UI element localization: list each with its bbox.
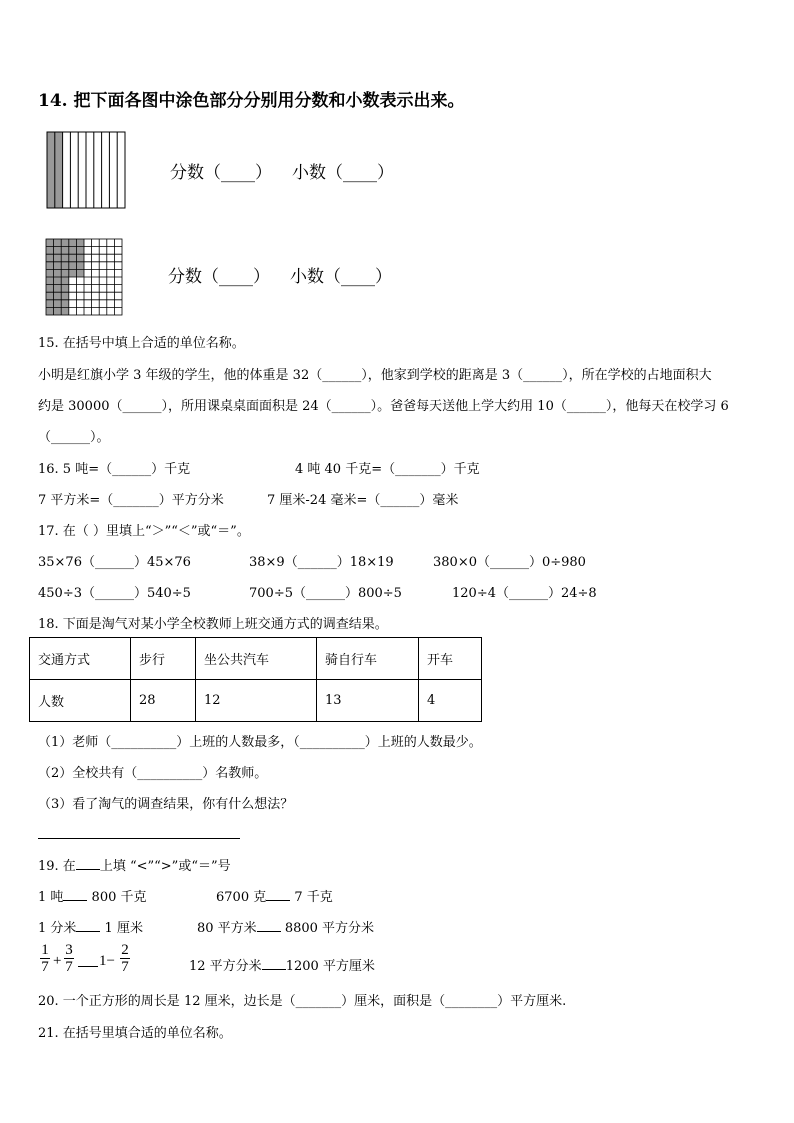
q18-sub-1: （1）老师（__________）上班的人数最多，（__________）上班的人数最少。: [38, 735, 482, 750]
numerator: 2: [121, 942, 129, 958]
blank-line[interactable]: [76, 919, 100, 932]
numerator: 3: [65, 942, 73, 958]
q17-r1-c: 380×0（______）0÷980: [433, 555, 586, 570]
blank-line[interactable]: [76, 857, 100, 870]
q19-r3-right: [189, 955, 375, 974]
denominator: 7: [41, 959, 49, 975]
denominator: 7: [121, 959, 129, 975]
q19-r1d: 7 千克: [294, 890, 333, 905]
value-cell: 28: [131, 680, 196, 722]
q19-r2a: 1 分米: [38, 921, 77, 936]
q17-r1-b: 38×9（______）18×19: [249, 555, 394, 570]
q20: 20. 一个正方形的周长是 12 厘米，边长是（_______）厘米，面积是（________）平方厘米.: [38, 994, 567, 1009]
fraction-3-7: [64, 942, 74, 975]
q19-r2c: 80 平方米: [197, 921, 257, 936]
q18-sub-3: （3）看了淘气的调查结果，你有什么想法？: [38, 797, 294, 812]
q15-line-1: 小明是红旗小学 3 年级的学生，他的体重是 32（______），他家到学校的距离是 3（______），所在学校的占地面积大: [38, 368, 712, 383]
blank-line[interactable]: [266, 888, 290, 901]
q19-r1-right: [216, 886, 333, 905]
survey-table: [29, 637, 482, 722]
q16-item-d: 7 厘米-24 毫米=（______）毫米: [267, 493, 459, 508]
q19-title: [38, 855, 231, 874]
fraction-1-7: [40, 942, 50, 975]
q19-r1c: 6700 克: [216, 890, 267, 905]
fig2-fraction-blank[interactable]: 分数（____）: [168, 267, 270, 287]
q19-r1b: 800 千克: [91, 890, 147, 905]
blank-line[interactable]: [78, 966, 98, 967]
q17-r1-a: 35×76（______）45×76: [38, 555, 191, 570]
q21: 21. 在括号里填合适的单位名称。: [38, 1026, 232, 1041]
shaded-strip: [47, 132, 55, 208]
fig1-fraction-blank[interactable]: 分数（____）: [170, 163, 272, 183]
header-cell: 骑自行车: [317, 638, 419, 680]
q18-title: 18. 下面是淘气对某小学全校教师上班交通方式的调查结果。: [38, 617, 388, 632]
q18-sub-2: （2）全校共有（__________）名教师。: [38, 766, 268, 781]
shaded-strip: [55, 132, 63, 208]
blank-line[interactable]: [63, 888, 87, 901]
figure-hundred-grid: [45, 238, 123, 316]
header-cell: 开车: [419, 638, 482, 680]
q19-r2-left: [38, 917, 143, 936]
q14-title: 14. 把下面各图中涂色部分分别用分数和小数表示出来。: [38, 91, 465, 111]
value-cell: 13: [317, 680, 419, 722]
header-cell: 坐公共汽车: [196, 638, 317, 680]
q16-item-c: 7 平方米=（_______）平方分米: [38, 493, 224, 508]
one-minus: 1−: [99, 953, 115, 969]
q17-r2-b: 700÷5（______）800÷5: [249, 586, 402, 601]
fig1-decimal-blank[interactable]: 小数（____）: [292, 163, 394, 183]
q19-r1a: 1 吨: [38, 890, 64, 905]
header-cell: 交通方式: [30, 638, 131, 680]
denominator: 7: [65, 959, 73, 975]
q19-r1-left: [38, 886, 147, 905]
q19-r2-right: [197, 917, 374, 936]
q15-line-2: 约是 30000（______），所用课桌桌面面积是 24（______）。爸爸每天送他上学大约用 10（______），他每天在校学习 6: [38, 399, 729, 414]
q17-r2-c: 120÷4（______）24÷8: [452, 586, 597, 601]
value-cell: 12: [196, 680, 317, 722]
q15-title: 15. 在括号中填上合适的单位名称。: [38, 336, 245, 351]
fig2-decimal-blank[interactable]: 小数（____）: [290, 267, 392, 287]
header-cell: 步行: [131, 638, 196, 680]
row-label-cell: 人数: [30, 680, 131, 722]
q19-r3a: 12 平方分米: [189, 959, 262, 974]
value-cell: 4: [419, 680, 482, 722]
fraction-2-7: [120, 942, 130, 975]
q19-title-b: 上填 “<”“>”或“＝”号: [99, 859, 231, 874]
q17-r2-a: 450÷3（______）540÷5: [38, 586, 191, 601]
q19-r2b: 1 厘米: [104, 921, 143, 936]
plus-sign: +: [53, 953, 62, 969]
q16-item-a: 16. 5 吨=（______）千克: [38, 462, 191, 477]
blank-line[interactable]: [262, 957, 286, 970]
numerator: 1: [41, 942, 49, 958]
q19-title-a: 19. 在: [38, 859, 76, 874]
q16-item-b: 4 吨 40 千克=（_______）千克: [295, 462, 480, 477]
q19-r3b: 1200 平方厘米: [285, 959, 375, 974]
answer-line[interactable]: [38, 838, 240, 839]
q15-line-3: （______）。: [38, 430, 110, 445]
table-row: [30, 680, 482, 722]
table-row: [30, 638, 482, 680]
q17-title: 17. 在（ ）里填上“＞”“＜”或“＝”。: [38, 524, 250, 539]
blank-line[interactable]: [257, 919, 281, 932]
q19-r2d: 8800 平方分米: [284, 921, 375, 936]
figure-strips: [46, 131, 126, 209]
